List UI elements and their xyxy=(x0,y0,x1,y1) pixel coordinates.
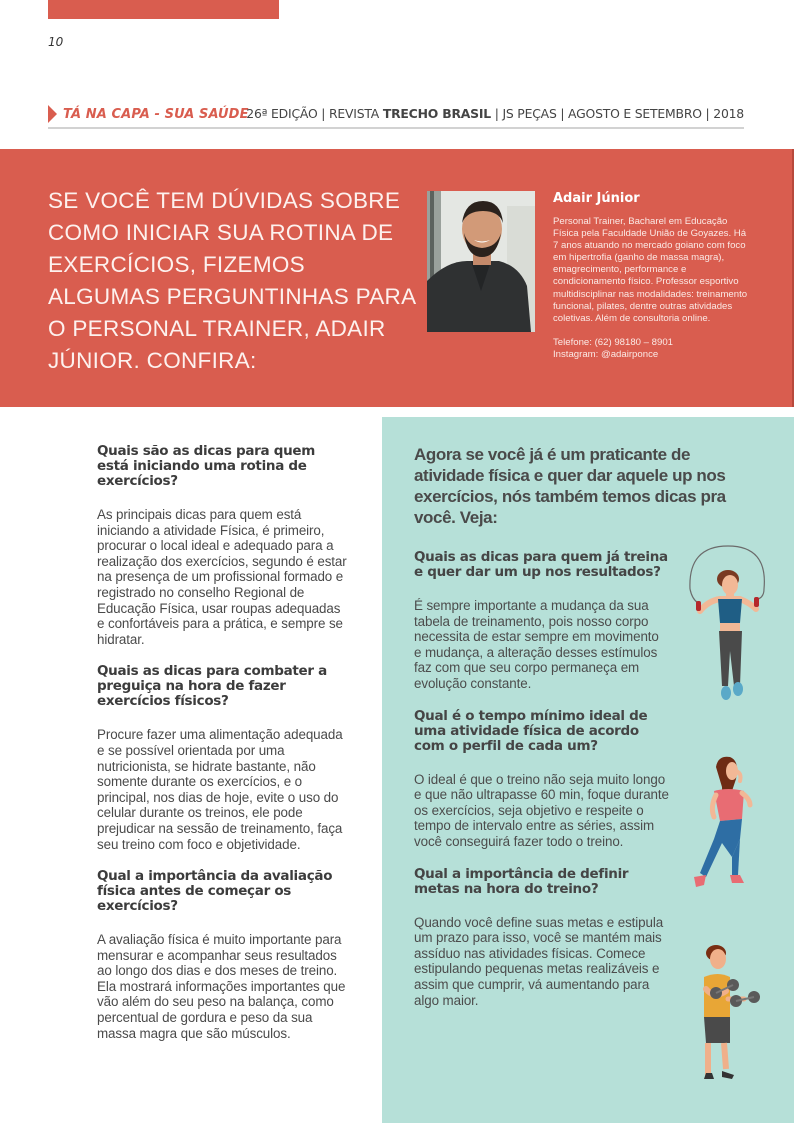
page-header xyxy=(48,105,744,129)
trainer-instagram: Instagram: @adairponce xyxy=(553,348,659,360)
edition-prefix: 26ª EDIÇÃO | REVISTA xyxy=(246,106,383,121)
beginner-qa-column xyxy=(97,444,349,1058)
advanced-qa-list xyxy=(414,550,669,1025)
answer: A avaliação física é muito importante para mensurar e acompanhar seus resultados ao longo dos dias e dos meses de treino. Ela mostrará informações importantes que vão além do seu peso na balança, como percentual de gordura e peso da sua massa magra que são músculos. xyxy=(97,932,346,1041)
answer: As principais dicas para quem está iniciando a atividade Física, é primeiro, procurar o local ideal e adequado para a realização dos exercícios, segundo é estar na presença de um profissional formado e registrado no conselho Regional de Educação Física, usar roupas adequadas e confortáveis para a prática, e sempre se hidratar. xyxy=(97,507,347,647)
panel-title: Agora se você já é um praticante de atividade física e quer dar aquele up nos exercícios, nós também temos dicas pra você. Veja: xyxy=(414,445,726,527)
section-tag xyxy=(48,105,249,123)
question: Quais são as dicas para quem está iniciando uma rotina de exercícios? xyxy=(97,443,316,489)
triangle-marker-icon xyxy=(48,105,57,123)
woman-running-icon xyxy=(678,747,778,897)
intro-banner xyxy=(0,149,794,407)
advanced-tips-panel xyxy=(382,417,794,1123)
trainer-bio xyxy=(553,191,753,361)
trainer-description: Personal Trainer, Bacharel em Educação Física pela Faculdade União de Goyazes. Há 7 anos atuando no mercado goiano com foco em hipertrofia (ganho de massa magra), emagrecimento, performance e condicionamento físico. Professor esportivo multidisciplinar nas modalidades: treinamento funcional, pilates, dentre outras atividades coletivas. Além de consultoria online. xyxy=(553,216,748,324)
woman-jumping-rope-icon xyxy=(678,541,778,711)
magazine-brand: TRECHO BRASIL xyxy=(382,106,491,121)
man-lifting-dumbbells-icon xyxy=(678,929,778,1079)
question: Quais as dicas para combater a preguiça na hora de fazer exercícios físicos? xyxy=(97,663,327,710)
edition-suffix: | JS PEÇAS | AGOSTO E SETEMBRO | 2018 xyxy=(491,106,744,121)
question: Qual é o tempo mínimo ideal de uma atividade física de acordo com o perfil de cada um? xyxy=(414,707,648,754)
answer: É sempre importante a mudança da sua tabela de treinamento, pois nosso corpo necessita de estar sempre em movimento e mudança, a alteração desses estímulos faz com que seu corpo permaneça em evolução constante. xyxy=(414,598,659,691)
intro-headline: SE VOCÊ TEM DÚVIDAS SOBRE COMO INICIAR SUA ROTINA DE EXERCÍCIOS, FIZEMOS ALGUMAS PERGUNTINHAS PARA O PERSONAL TRAINER, ADAIR JÚNIOR. CONFIRA: xyxy=(48,188,416,373)
answer: Quando você define suas metas e estipula um prazo para isso, você se mantém mais assíduo nas atividades físicas. Comece estipulando pequenas metas realizáveis e assim que cumprir, vá aumentando para algo maior. xyxy=(414,914,664,1008)
trainer-contact xyxy=(553,337,753,361)
edition-info xyxy=(246,106,744,121)
question: Quais as dicas para quem já treina e quer dar um up nos resultados? xyxy=(414,549,668,580)
question: Qual a importância de definir metas na hora do treino? xyxy=(414,865,629,897)
answer: O ideal é que o treino não seja muito longo e que não ultrapasse 60 min, foque durante os exercícios, seja objetivo e respeite o tempo de intervalo entre as séries, assim você conseguirá fazer todo o treino. xyxy=(414,771,669,849)
trainer-phone: Telefone: (62) 98180 – 8901 xyxy=(553,336,674,348)
section-label: TÁ NA CAPA - SUA SAÚDE xyxy=(63,106,249,122)
page-number: 10 xyxy=(48,35,64,49)
trainer-photo xyxy=(427,191,535,332)
trainer-portrait-icon xyxy=(427,191,535,332)
trainer-name: Adair Júnior xyxy=(553,191,640,206)
top-accent-bar xyxy=(48,0,279,19)
answer: Procure fazer uma alimentação adequada e se possível orientada por uma nutricionista, se hidrate bastante, não somente durante os exercícios, e o principal, nos dias de hoje, evite o uso do celular durante os treinos, ele pode prejudicar na sessão de treinamento, faça seu treino com foco e objetividade. xyxy=(97,727,343,852)
question: Qual a importância da avaliação física antes de começar os exercícios? xyxy=(97,868,333,915)
